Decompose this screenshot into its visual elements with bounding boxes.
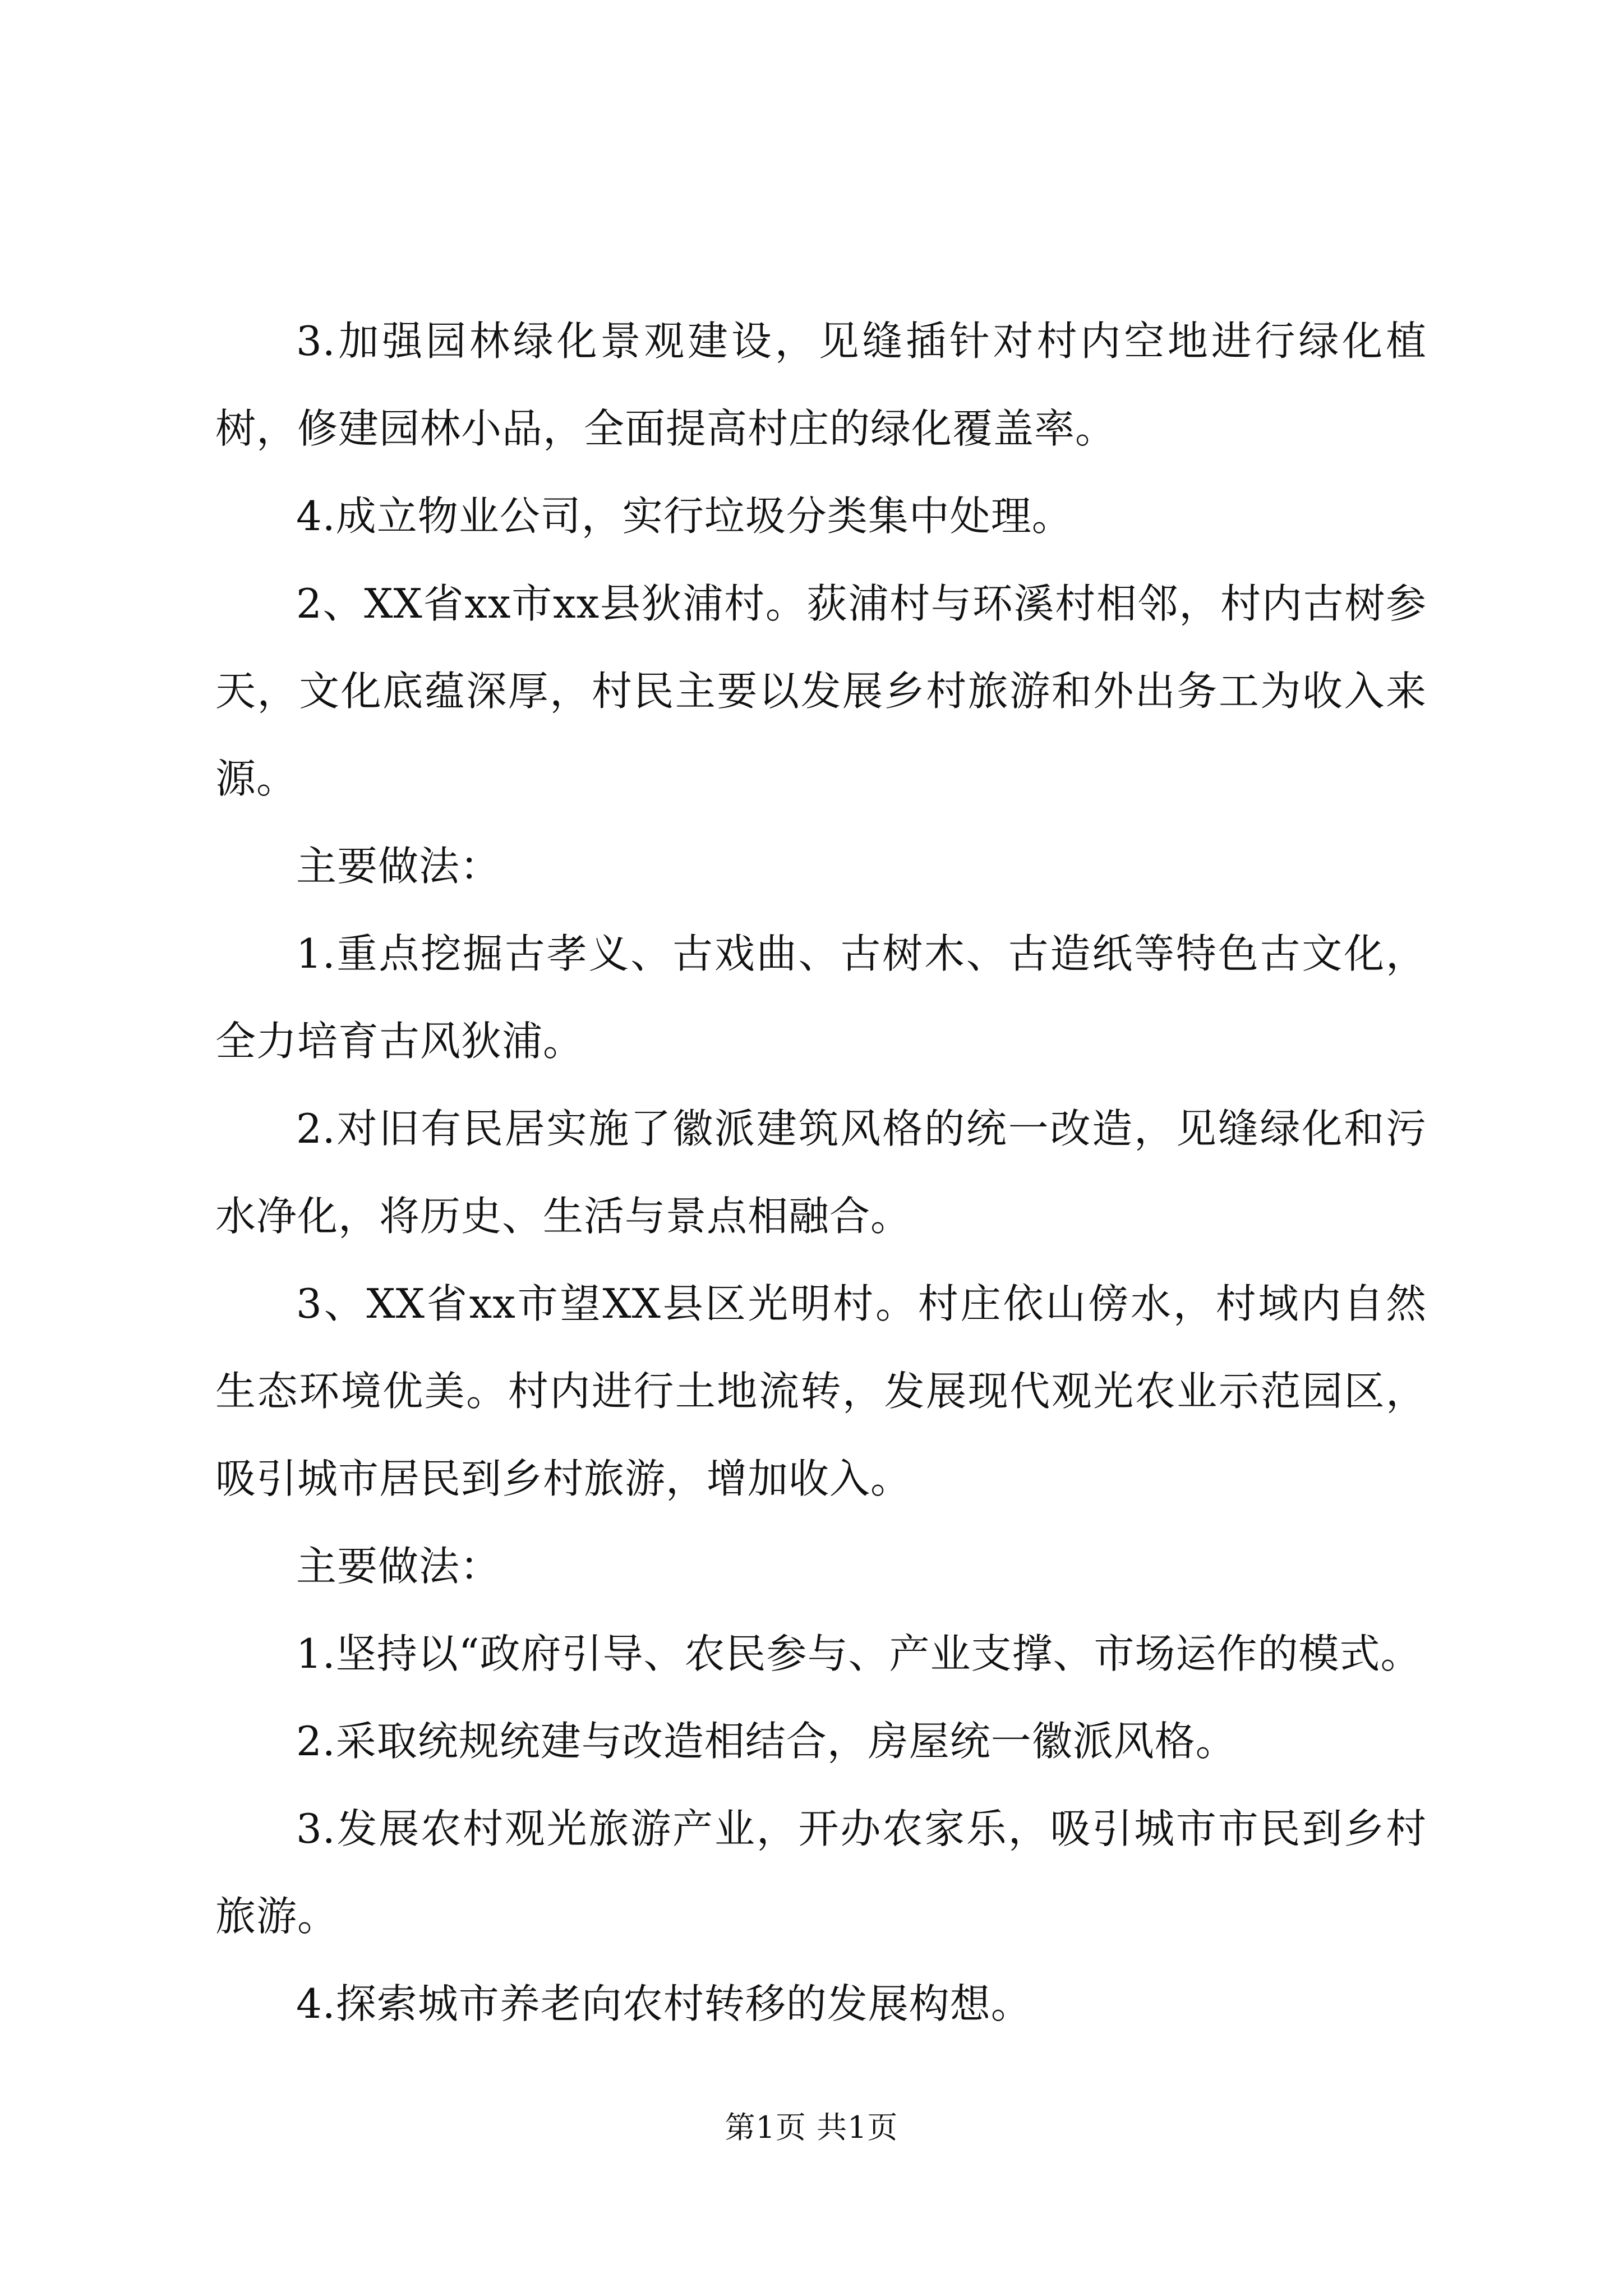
paragraph-greening: 3.加强园林绿化景观建设，见缝插针对村内空地进行绿化植树，修建园林小品，全面提高村庄的绿化覆盖率。	[215, 318, 1427, 452]
paragraph-rural-tourism: 3.发展农村观光旅游产业，开办农家乐，吸引城市市民到乡村旅游。	[215, 1805, 1427, 1940]
paragraph-government-model: 1.坚持以“政府引导、农民参与、产业支撑、市场运作的模式。	[296, 1630, 1422, 1677]
paragraph-dipu-village: 2、XX省xx市xx县狄浦村。荻浦村与环溪村相邻，村内古树参天，文化底蕴深厚，村民主要以发展乡村旅游和外出务工为收入来源。	[215, 580, 1427, 802]
paragraph-main-methods-heading: 主要做法：	[296, 843, 501, 890]
document-body	[215, 297, 1427, 2047]
paragraph-unified-planning: 2.采取统规统建与改造相结合，房屋统一徽派风格。	[296, 1718, 1237, 1765]
paragraph-ancient-culture: 1.重点挖掘古孝义、古戏曲、古树木、古造纸等特色古文化，全力培育古风狄浦。	[215, 930, 1427, 1065]
paragraph-huizhou-renovation: 2.对旧有民居实施了徽派建筑风格的统一改造，见缝绿化和污水净化，将历史、生活与景点相融合。	[215, 1105, 1427, 1240]
paragraph-main-methods-heading-2: 主要做法：	[296, 1543, 501, 1590]
paragraph-property-company: 4.成立物业公司，实行垃圾分类集中处理。	[296, 493, 1073, 540]
page-number-footer: 第1页 共1页	[725, 2110, 898, 2145]
paragraph-guangming-village: 3、XX省xx市望XX县区光明村。村庄依山傍水，村域内自然生态环境优美。村内进行土地流转，发展现代观光农业示范园区，吸引城市居民到乡村旅游，增加收入。	[215, 1280, 1427, 1502]
paragraph-elderly-care: 4.探索城市养老向农村转移的发展构想。	[296, 1980, 1032, 2027]
